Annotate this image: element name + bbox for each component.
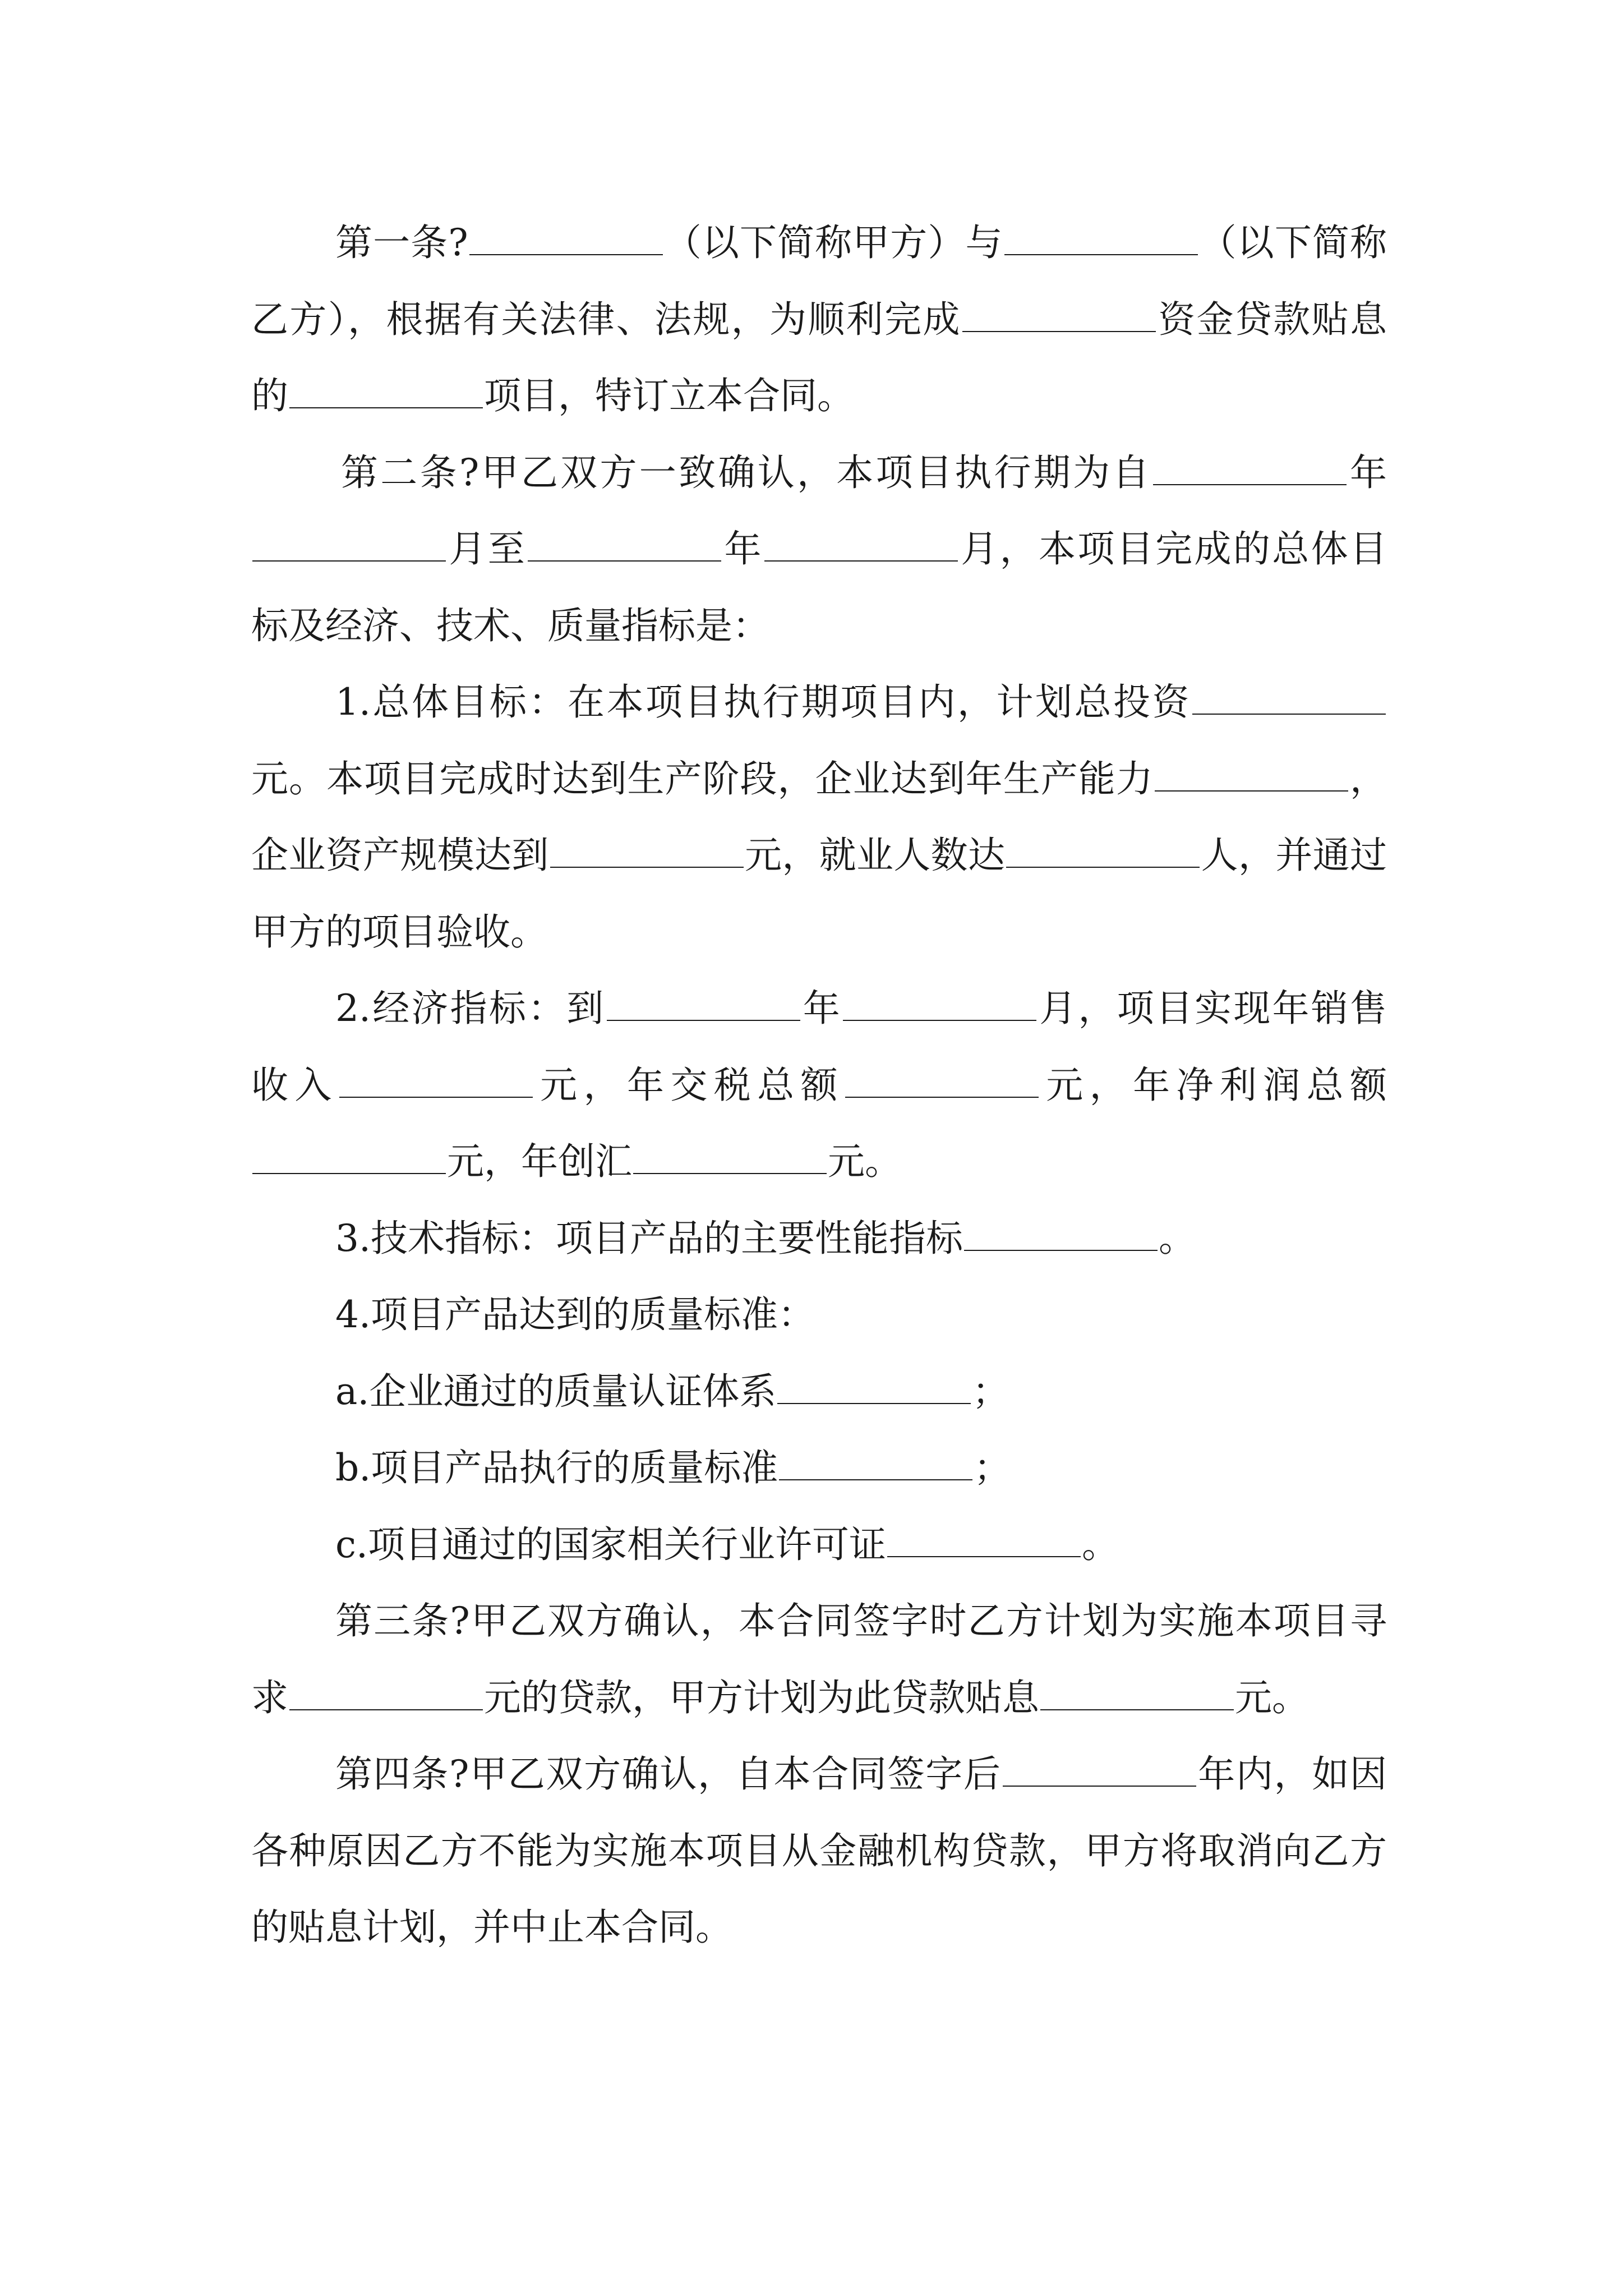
article-3: 第三条?甲乙双方确认，本合同签字时乙方计划为实施本项目寻求 元的贷款，甲方计划为此贷款贴息 元。 — [251, 1599, 1387, 1719]
blank-field — [1003, 1785, 1196, 1787]
article-1-label: 第一条? — [335, 221, 468, 264]
article-1: 第一条? （以下简称甲方）与 （以下简称乙方），根据有关法律、法规，为顺利完成 资金贷款贴息的 项目，特订立本合同。 — [251, 221, 1387, 417]
blank-field — [777, 1402, 971, 1404]
item-4-title: 4.项目产品达到的质量标准： — [335, 1293, 815, 1336]
blank-field — [289, 1709, 483, 1710]
blank-field — [1153, 484, 1347, 485]
article-4: 第四条?甲乙双方确认，自本合同签字后 年内，如因各种原因乙方不能为实施本项目从金融机构贷款，甲方将取消向乙方的贴息计划，并中止本合同。 — [251, 1752, 1387, 1949]
blank-field — [764, 560, 958, 562]
blank-field — [633, 1172, 827, 1174]
blank-field — [607, 1019, 800, 1021]
blank-field — [252, 1172, 446, 1174]
article-3-label: 第三条?甲乙双方确认，本合同签字时乙方计划为实施本项目寻求 — [251, 1599, 1387, 1719]
article-2: 第二条?甲乙双方一致确认，本项目执行期为自 年月至 年 月，本项目完成的总体目标及经济、技术、质量指标是： — [251, 450, 1387, 647]
blank-field — [339, 1096, 533, 1098]
blank-field — [469, 254, 663, 255]
item-4-a: a.企业通过的质量认证体系 ； — [335, 1369, 1009, 1413]
item-4-c: c.项目通过的国家相关行业许可证 。 — [335, 1522, 1119, 1566]
article-2-label: 第二条?甲乙双方一致确认，本项目执行期为自 — [341, 450, 1152, 494]
blank-field — [779, 1479, 972, 1480]
blank-field — [1192, 713, 1386, 715]
blank-field — [962, 330, 1156, 332]
blank-field — [550, 866, 744, 868]
blank-field — [843, 1019, 1036, 1021]
blank-field — [1006, 866, 1200, 868]
item-2: 2.经济指标：到 年 月，项目实现年销售收入 元，年交税总额 元，年净利润总额元，年创汇 元。 — [251, 987, 1387, 1183]
blank-field — [964, 1249, 1158, 1251]
item-1: 1.总体目标：在本项目执行期项目内，计划总投资元。本项目完成时达到生产阶段，企业达到年生产能力 ，企业资产规模达到 元，就业人数达 人，并通过甲方的项目验收。 — [251, 680, 1387, 954]
blank-field — [1155, 790, 1348, 792]
item-4-b: b.项目产品执行的质量标准 ； — [335, 1446, 1011, 1489]
blank-field — [289, 407, 483, 408]
contract-body — [251, 205, 1387, 1966]
blank-field — [252, 560, 446, 562]
item-3: 3.技术指标：项目产品的主要性能指标 。 — [335, 1216, 1196, 1260]
blank-field — [528, 560, 721, 562]
blank-field — [845, 1096, 1039, 1098]
blank-field — [1004, 254, 1198, 255]
article-4-label: 第四条?甲乙双方确认，自本合同签字后 — [335, 1752, 1002, 1796]
blank-field — [887, 1556, 1081, 1557]
blank-field — [1040, 1709, 1234, 1710]
